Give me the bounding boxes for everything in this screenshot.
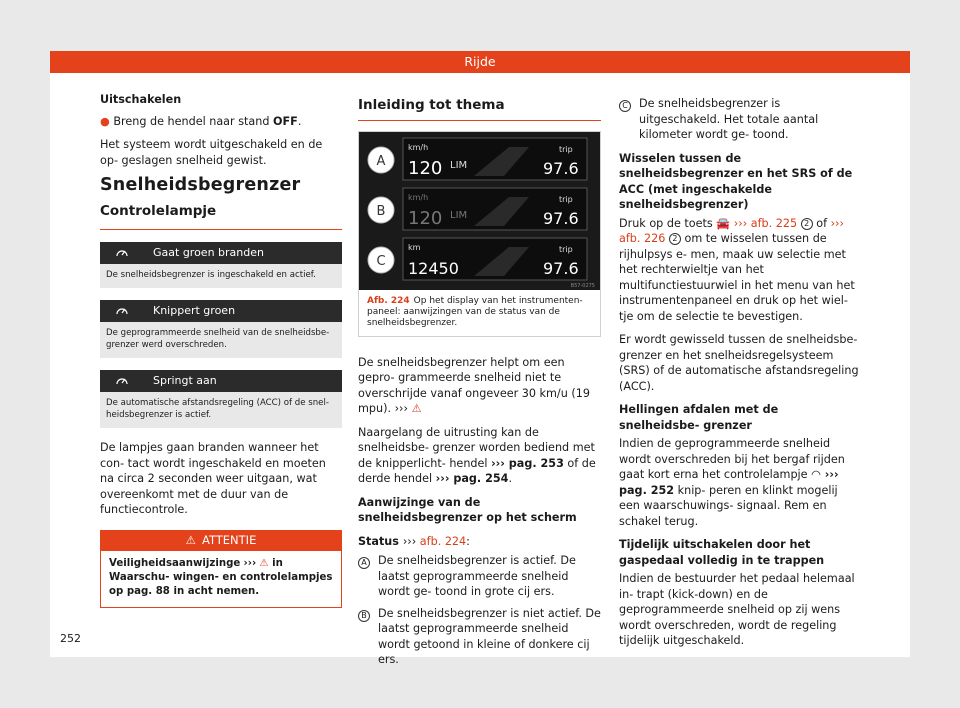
display-row-c xyxy=(368,238,587,280)
paragraph: Indien de geprogrammeerde snelheid wordt overschreden bij het bergaf rijden gaat kort erna het controlelampje ◠ ››› pag. 252 knip- peren en klinkt mogelij een waarschuwings- signaal. Rem en schakel terug. xyxy=(619,437,845,528)
column-left xyxy=(100,92,342,608)
page-ref-link[interactable]: ››› pag. 253 xyxy=(491,456,564,470)
lamp-description: De snelheidsbegrenzer is ingeschakeld en actief. xyxy=(100,264,342,288)
paragraph: Er wordt gewisseld tussen de snelheidsbe- grenzer en het snelheidsregelsysteem (SRS) of de automatische afstandsregeling (ACC). xyxy=(619,333,859,393)
lamp-box xyxy=(100,300,342,358)
lamp-description: De geprogrammeerde snelheid van de snelheidsbe- grenzer werd overschreden. xyxy=(100,322,342,358)
svg-text:trip: trip xyxy=(559,194,573,204)
instrument-display-illustration xyxy=(359,132,600,290)
speedometer-icon xyxy=(115,247,129,259)
svg-text:trip: trip xyxy=(559,144,573,154)
uitschakelen-title: Uitschakelen xyxy=(100,93,182,106)
lamp-title: Knippert groen xyxy=(153,304,236,318)
list-item: A De snelheidsbegrenzer is actief. De laatst geprogrammeerde snelheid wordt ge- toond in grote cij ers. xyxy=(358,553,601,600)
subtitle: Controlelampje xyxy=(100,204,342,231)
section-title: Inleiding tot thema xyxy=(358,98,601,121)
lamp-title: Gaat groen branden xyxy=(153,246,264,260)
warning-icon: ⚠ xyxy=(411,402,422,415)
attention-text: Veiligheidsaanwijzinge ››› ⚠ in Waarschu- wingen- en controlelampjes op pag. 88 in acht nemen. xyxy=(109,557,333,597)
subheading: Wisselen tussen de snelheidsbegrenzer en het SRS of de ACC (met ingeschakelde snelheidsbegrenzer) xyxy=(619,151,853,211)
figure-ref-link[interactable]: afb. 224 xyxy=(416,534,467,548)
page-ref-link[interactable]: ››› pag. 254 xyxy=(435,472,509,485)
warning-icon: ⚠ xyxy=(259,557,269,569)
svg-text:120: 120 xyxy=(408,207,443,229)
speedometer-icon: ◠ xyxy=(811,468,821,481)
column-middle xyxy=(358,98,601,674)
subheading: Hellingen afdalen met de snelheidsbe- grenzer xyxy=(619,403,779,432)
subheading: Tijdelijk uitschakelen door het gaspedaal volledig in te trappen xyxy=(619,538,825,567)
lamp-box xyxy=(100,370,342,428)
lamp-title: Springt aan xyxy=(153,374,217,388)
svg-text:km: km xyxy=(408,242,421,252)
paragraph: Het systeem wordt uitgeschakeld en de op- geslagen snelheid gewist. xyxy=(100,138,323,167)
list-item: C De snelheidsbegrenzer is uitgeschakeld. Het totale aantal kilometer wordt ge- toond. xyxy=(619,96,862,143)
figure-code: B57-0275 xyxy=(570,282,595,289)
svg-text:LIM: LIM xyxy=(450,159,468,171)
bullet-item: ● Breng de hendel naar stand OFF. xyxy=(100,114,302,128)
page-header: Rijde xyxy=(50,51,910,73)
svg-text:B: B xyxy=(376,203,386,219)
figure-caption: Afb. 224 Op het display van het instrumenten- paneel: aanwijzingen van de status van de snelheidsbegrenzer. xyxy=(367,295,583,328)
svg-text:C: C xyxy=(376,253,386,269)
page-ref-link[interactable]: ››› pag. 252 xyxy=(619,468,839,497)
attention-box xyxy=(100,530,342,608)
display-row-a xyxy=(368,138,587,180)
svg-text:97.6: 97.6 xyxy=(543,158,579,178)
speedometer-icon xyxy=(115,375,129,387)
paragraph: Naargelang de uitrusting kan de snelheidsbe- grenzer worden bediend met de knipperlicht- hendel ››› pag. 253 of de derde hendel ››› pag. 254. xyxy=(358,425,596,485)
svg-text:km/h: km/h xyxy=(408,142,429,152)
warning-icon: ⚠ xyxy=(185,532,196,547)
svg-text:97.6: 97.6 xyxy=(543,208,579,228)
main-title: Snelheidsbegrenzer xyxy=(100,175,301,195)
page-number: 252 xyxy=(60,632,81,645)
svg-text:97.6: 97.6 xyxy=(543,258,579,278)
subheading: Aanwijzinge van de snelheidsbegrenzer op het scherm xyxy=(358,495,577,524)
paragraph: De lampjes gaan branden wanneer het con- tact wordt ingeschakeld en moeten na circa 2 seconden weer uitgaan, wat overeenkomt met de duur van de functiecontrole. xyxy=(100,441,326,516)
paragraph: Druk op de toets 🚘 ››› afb. 225 2 of ››› afb. 226 2 om te wisselen tussen de rijhulpsys e- men, maak uw selectie met het rechterwieltje van het multifunctiestuurwiel in het menu van het instrumentenpaneel en druk op het wiel- tje om de selectie te bevestigen. xyxy=(619,216,855,323)
list-item: B De snelheidsbegrenzer is niet actief. De laatst geprogrammeerde snelheid wordt getoond in kleine of donkere cij ers. xyxy=(358,606,601,668)
figure xyxy=(358,131,601,337)
column-right xyxy=(619,96,862,657)
row-letter: A xyxy=(376,153,386,169)
lamp-description: De automatische afstandsregeling (ACC) of de snel- heidsbegrenzer is actief. xyxy=(100,392,342,428)
svg-text:120: 120 xyxy=(408,157,443,179)
svg-text:km/h: km/h xyxy=(408,192,429,202)
paragraph: De snelheidsbegrenzer helpt om een gepro- grammeerde snelheid niet te overschrijde vanaf ongeveer 30 km/u (19 mpu). ››› ⚠ xyxy=(358,355,590,415)
display-row-b xyxy=(368,188,587,230)
attention-title: ATTENTIE xyxy=(201,532,257,547)
status-line: Status ››› afb. 224: xyxy=(358,534,470,548)
car-icon: 🚘 xyxy=(716,216,731,230)
bullet-icon: ● xyxy=(100,114,110,128)
paragraph: Indien de bestuurder het pedaal helemaal in- trapt (kick-down) en de geprogrammeerde snelheid op zij wens wordt overschreden, wordt de regeling tijdelijk uitgeschakeld. xyxy=(619,572,855,647)
figure-ref-link[interactable]: ››› afb. 225 xyxy=(730,216,801,230)
lamp-box xyxy=(100,242,342,288)
svg-text:LIM: LIM xyxy=(450,209,468,221)
svg-text:12450: 12450 xyxy=(408,258,459,278)
svg-text:trip: trip xyxy=(559,244,573,254)
speedometer-icon xyxy=(115,305,129,317)
figure-ref-link[interactable]: ››› afb. 226 xyxy=(619,216,844,245)
